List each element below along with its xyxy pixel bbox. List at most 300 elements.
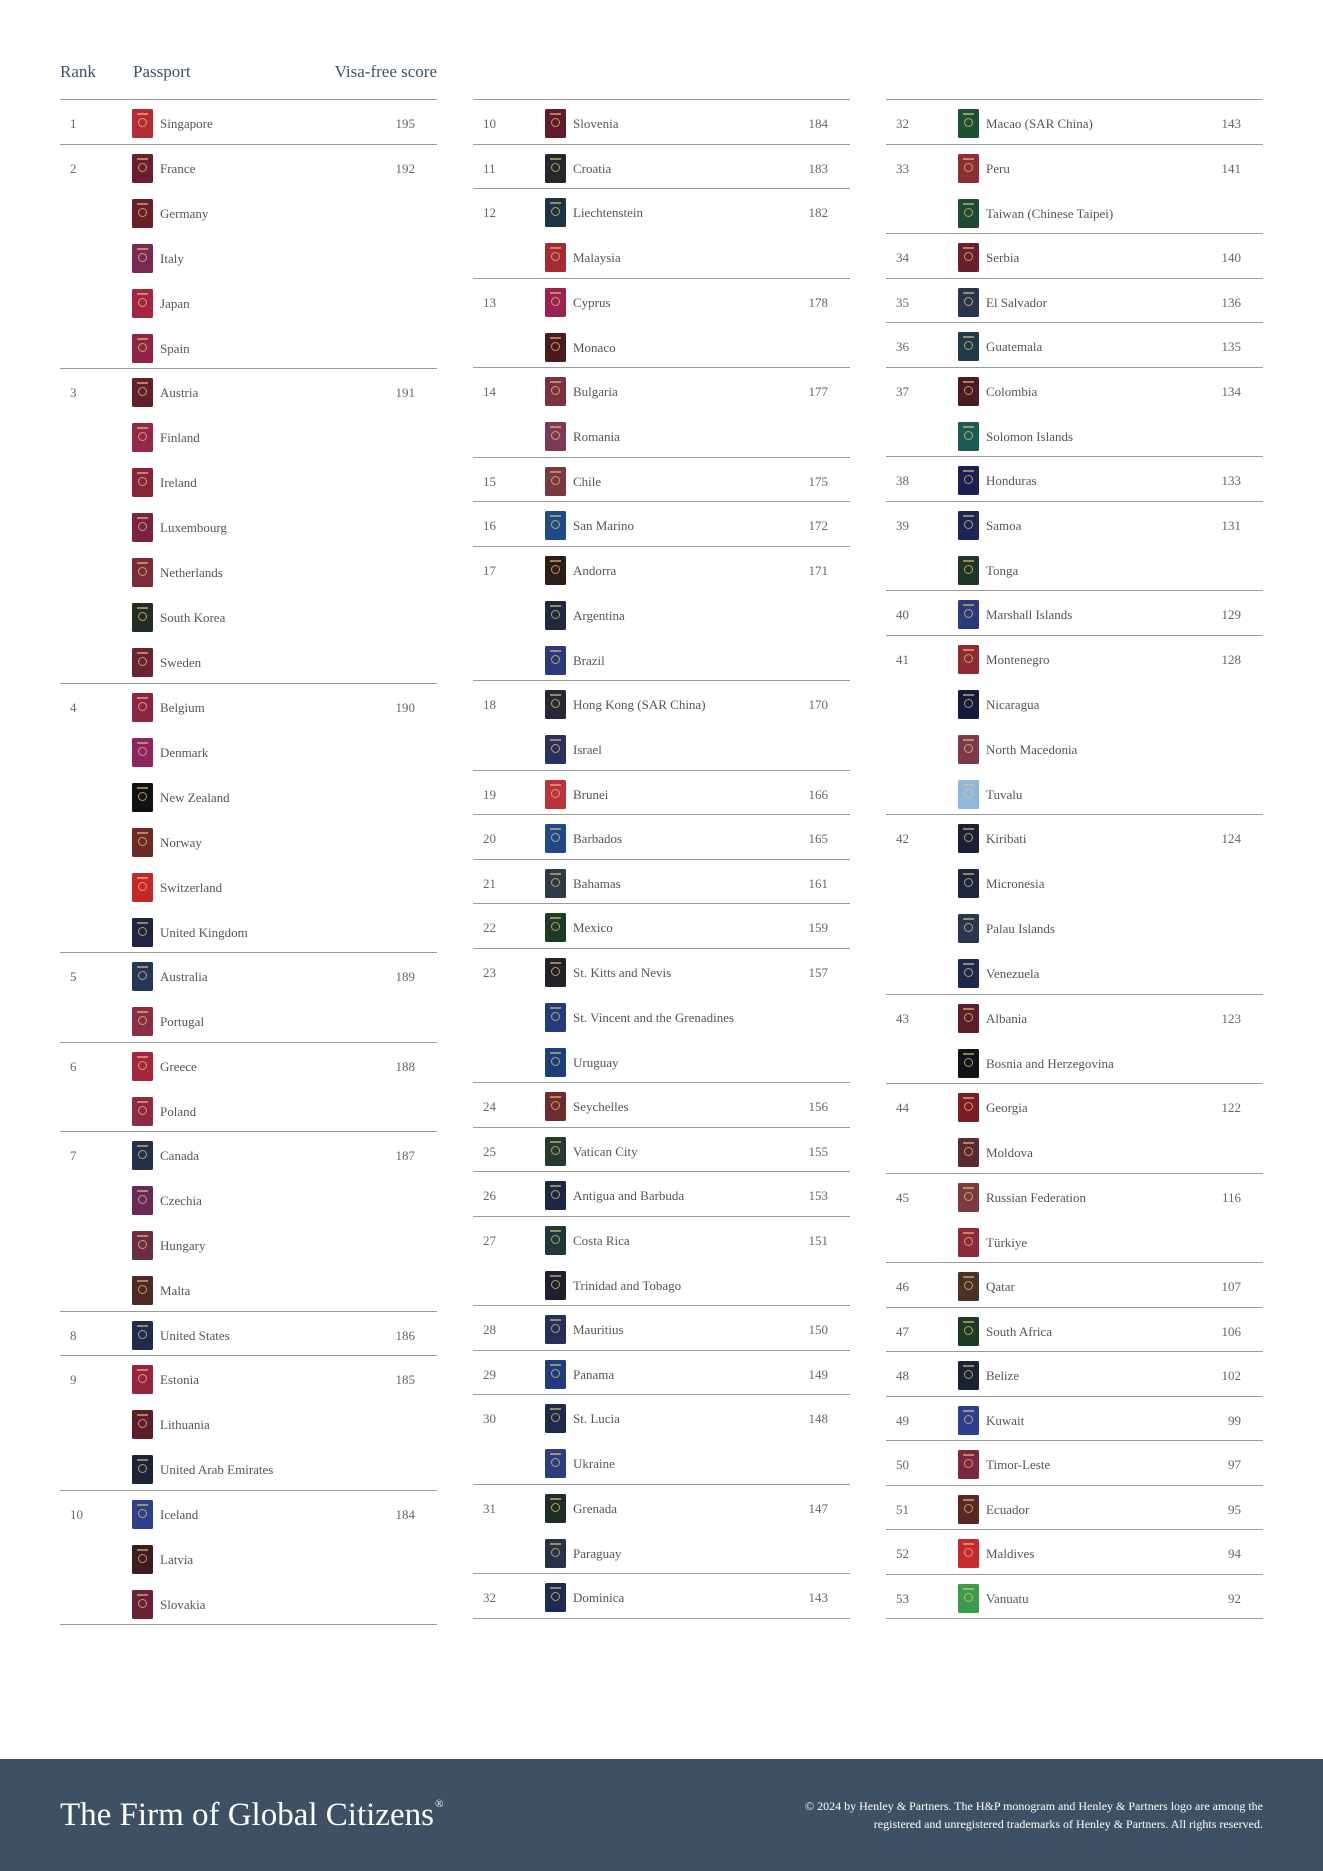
table-row: [473, 1172, 850, 1216]
passport-cover-icon: [545, 1137, 566, 1166]
visa-free-score: 143: [808, 1590, 828, 1605]
passport-cover-icon: [545, 1404, 566, 1433]
rank-group: [473, 189, 850, 279]
table-row: [60, 1401, 437, 1446]
table-row: [60, 504, 437, 549]
table-row: [886, 1129, 1263, 1173]
table-row: [60, 998, 437, 1042]
rank-number: 1: [70, 116, 77, 131]
country-name: Germany: [160, 205, 209, 221]
passport-cover-icon: [545, 154, 566, 183]
rank-group: [886, 100, 1263, 145]
table-row: [886, 591, 1263, 635]
country-name: Guatemala: [986, 339, 1043, 354]
passport-cover-icon: [958, 243, 979, 272]
rank-group: [473, 949, 850, 1084]
table-row: [473, 1217, 850, 1262]
passport-cover-icon: [132, 513, 153, 542]
table-row: [473, 637, 850, 681]
visa-free-score: 149: [808, 1366, 828, 1382]
visa-free-score: 95: [1228, 1501, 1241, 1517]
rank-number: 26: [483, 1188, 496, 1203]
country-name: Bahamas: [573, 875, 621, 891]
country-name: El Salvador: [986, 294, 1048, 310]
passport-cover-icon: [958, 869, 979, 898]
passport-cover-icon: [132, 1186, 153, 1215]
country-name: Peru: [986, 160, 1010, 176]
table-row: [60, 325, 437, 369]
country-name: Macao (SAR China): [986, 116, 1093, 131]
country-name: France: [160, 160, 196, 176]
passport-cover-icon: [545, 1494, 566, 1523]
passport-cover-icon: [545, 1181, 566, 1210]
passport-cover-icon: [545, 1449, 566, 1478]
visa-free-score: 128: [1221, 651, 1241, 667]
rank-group: [473, 681, 850, 771]
visa-free-score: 187: [395, 1148, 415, 1163]
country-name: Croatia: [573, 160, 612, 176]
table-row: [473, 324, 850, 368]
rank-group: [886, 1530, 1263, 1575]
rank-number: 34: [896, 250, 909, 265]
visa-free-score: 177: [808, 384, 828, 399]
passport-cover-icon: [958, 645, 979, 674]
passport-cover-icon: [545, 109, 566, 138]
country-name: Canada: [160, 1148, 199, 1163]
country-name: Netherlands: [160, 565, 223, 580]
rank-group: [473, 1128, 850, 1173]
passport-cover-icon: [545, 422, 566, 451]
country-name: Argentina: [573, 607, 625, 623]
passport-cover-icon: [958, 556, 979, 585]
table-row: [60, 1088, 437, 1132]
passport-cover-icon: [958, 1450, 979, 1479]
country-name: Bosnia and Herzegovina: [986, 1055, 1114, 1071]
visa-free-score: 123: [1221, 1010, 1241, 1026]
rank-group: [886, 323, 1263, 368]
visa-free-score: 129: [1221, 607, 1241, 622]
visa-free-score: 97: [1228, 1457, 1241, 1472]
table-row: [473, 279, 850, 324]
table-row: [886, 950, 1263, 994]
ranking-column-1: [60, 99, 437, 1625]
rank-group: [886, 279, 1263, 324]
rank-group: [886, 368, 1263, 458]
rank-group: [886, 1486, 1263, 1531]
passport-cover-icon: [545, 556, 566, 585]
table-row: [886, 1397, 1263, 1441]
country-name: Hong Kong (SAR China): [573, 697, 706, 712]
rank-number: 12: [483, 205, 496, 220]
country-name: Brazil: [573, 652, 605, 668]
rank-number: 14: [483, 384, 496, 399]
table-row: [886, 1263, 1263, 1307]
rank-number: 23: [483, 964, 496, 980]
passport-cover-icon: [545, 958, 566, 987]
passport-cover-icon: [132, 1321, 153, 1350]
rank-group: [60, 1491, 437, 1626]
passport-cover-icon: [132, 1231, 153, 1260]
country-name: Taiwan (Chinese Taipei): [986, 205, 1114, 221]
country-name: Sweden: [160, 655, 202, 670]
passport-cover-icon: [545, 288, 566, 317]
rank-number: 28: [483, 1322, 496, 1337]
country-name: Georgia: [986, 1100, 1028, 1115]
country-name: United States: [160, 1327, 230, 1343]
visa-free-score: 134: [1221, 383, 1241, 399]
visa-free-score: 124: [1221, 831, 1241, 846]
passport-cover-icon: [958, 288, 979, 317]
rank-number: 49: [896, 1412, 909, 1428]
table-row: [886, 1040, 1263, 1084]
rank-number: 50: [896, 1457, 909, 1472]
passport-cover-icon: [132, 109, 153, 138]
passport-cover-icon: [132, 378, 153, 407]
passport-cover-icon: [132, 1007, 153, 1036]
rank-group: [60, 100, 437, 145]
passport-cover-icon: [958, 332, 979, 361]
rank-number: 30: [483, 1411, 496, 1426]
table-row: [473, 234, 850, 278]
table-row: [886, 234, 1263, 278]
passport-cover-icon: [545, 690, 566, 719]
passport-cover-icon: [132, 244, 153, 273]
rank-number: 21: [483, 875, 496, 891]
rank-number: 43: [896, 1010, 909, 1026]
passport-cover-icon: [545, 913, 566, 942]
rank-number: 27: [483, 1232, 496, 1248]
passport-cover-icon: [545, 1360, 566, 1389]
country-name: Israel: [573, 742, 602, 757]
country-name: United Kingdom: [160, 924, 248, 940]
table-row: [473, 726, 850, 770]
country-name: Kuwait: [986, 1412, 1025, 1428]
country-name: Panama: [573, 1366, 615, 1382]
country-name: Tonga: [986, 562, 1019, 578]
passport-cover-icon: [958, 1004, 979, 1033]
rank-group: [886, 1575, 1263, 1620]
table-row: [886, 1219, 1263, 1263]
rank-number: 53: [896, 1590, 909, 1606]
rank-number: 9: [70, 1372, 77, 1387]
country-name: North Macedonia: [986, 741, 1078, 757]
rank-number: 51: [896, 1501, 909, 1517]
table-row: [473, 771, 850, 815]
country-name: San Marino: [573, 518, 635, 533]
visa-free-score: 166: [808, 786, 828, 802]
table-row: [60, 100, 437, 144]
visa-free-score: 185: [395, 1372, 415, 1387]
table-row: [60, 1536, 437, 1581]
rank-header: Rank: [60, 62, 96, 81]
country-name: Palau Islands: [986, 921, 1055, 936]
visa-free-score: 186: [395, 1327, 415, 1343]
rank-number: 32: [483, 1590, 496, 1605]
copyright-notice: [703, 1797, 1263, 1833]
table-row: [886, 323, 1263, 367]
rank-group: [60, 1312, 437, 1357]
table-row: [473, 681, 850, 726]
rank-group: [473, 1217, 850, 1307]
rank-number: 39: [896, 517, 909, 533]
country-name: Singapore: [160, 116, 213, 131]
rank-group: [473, 1351, 850, 1396]
passport-cover-icon: [958, 422, 979, 451]
visa-free-score: 192: [395, 160, 415, 176]
country-name: Honduras: [986, 473, 1037, 488]
passport-cover-icon: [545, 824, 566, 853]
visa-free-score: 143: [1221, 116, 1241, 131]
passport-cover-icon: [958, 1049, 979, 1078]
passport-cover-icon: [132, 783, 153, 812]
country-name: Solomon Islands: [986, 428, 1074, 444]
visa-free-score: 148: [808, 1411, 828, 1426]
visa-free-score: 133: [1221, 473, 1241, 488]
rank-number: 11: [483, 160, 496, 176]
table-row: [886, 815, 1263, 860]
table-row: [473, 413, 850, 457]
visa-free-score: 147: [808, 1500, 828, 1516]
passport-cover-icon: [545, 601, 566, 630]
visa-free-score: 183: [808, 160, 828, 176]
country-name: South Africa: [986, 1323, 1053, 1339]
visa-free-score: 172: [808, 518, 828, 533]
country-name: Estonia: [160, 1372, 199, 1387]
passport-cover-icon: [958, 735, 979, 764]
rank-group: [473, 1485, 850, 1575]
table-row: [886, 681, 1263, 726]
rank-group: [60, 145, 437, 370]
table-row: [473, 1083, 850, 1127]
rank-number: 10: [70, 1506, 83, 1522]
brand-tagline: [60, 1797, 443, 1834]
rank-group: [60, 369, 437, 684]
rank-group: [473, 458, 850, 503]
country-name: Micronesia: [986, 876, 1045, 891]
passport-cover-icon: [545, 467, 566, 496]
table-row: [60, 1267, 437, 1311]
country-name: Mexico: [573, 920, 613, 935]
passport-cover-icon: [958, 154, 979, 183]
rank-group: [473, 368, 850, 458]
passport-cover-icon: [132, 1052, 153, 1081]
visa-free-score: 150: [808, 1322, 828, 1337]
visa-free-score: 155: [808, 1143, 828, 1159]
country-name: Montenegro: [986, 651, 1050, 667]
visa-free-score: 171: [808, 562, 828, 578]
passport-cover-icon: [132, 918, 153, 947]
rank-number: 37: [896, 383, 909, 399]
rank-group: [60, 684, 437, 954]
country-name: Ecuador: [986, 1501, 1030, 1517]
visa-free-score: 135: [1221, 339, 1241, 354]
passport-cover-icon: [958, 511, 979, 540]
table-row: [886, 1084, 1263, 1129]
table-row: [60, 639, 437, 683]
passport-cover-icon: [958, 959, 979, 988]
rank-group: [60, 1356, 437, 1491]
table-row: [473, 1395, 850, 1440]
score-header: Visa-free score: [334, 62, 437, 81]
visa-free-score: 122: [1221, 1100, 1241, 1115]
country-name: Russian Federation: [986, 1189, 1087, 1205]
passport-cover-icon: [132, 1410, 153, 1439]
visa-free-score: 182: [808, 205, 828, 220]
passport-cover-icon: [132, 962, 153, 991]
country-name: Ireland: [160, 475, 197, 490]
rank-number: 33: [896, 160, 909, 176]
rank-group: [886, 1308, 1263, 1353]
rank-group: [60, 1043, 437, 1133]
table-row: [473, 1306, 850, 1350]
passport-cover-icon: [958, 1317, 979, 1346]
table-row: [60, 1446, 437, 1490]
country-name: Monaco: [573, 339, 616, 355]
passport-cover-icon: [958, 1093, 979, 1122]
country-name: St. Vincent and the Grenadines: [573, 1009, 735, 1025]
table-row: [60, 1581, 437, 1625]
table-row: [60, 819, 437, 864]
rank-number: 35: [896, 294, 909, 310]
table-row: [60, 909, 437, 953]
rank-number: 42: [896, 831, 909, 846]
rank-group: [473, 279, 850, 369]
passport-cover-icon: [958, 1228, 979, 1257]
ranking-column-3: [886, 99, 1263, 1619]
country-name: New Zealand: [160, 789, 230, 805]
table-row: [886, 1486, 1263, 1530]
rank-number: 8: [70, 1327, 77, 1343]
rank-number: 48: [896, 1368, 909, 1383]
passport-cover-icon: [132, 289, 153, 318]
rank-number: 25: [483, 1143, 496, 1159]
country-name: Belgium: [160, 699, 205, 715]
table-row: [60, 280, 437, 325]
rank-group: [886, 1441, 1263, 1486]
country-name: Czechia: [160, 1193, 202, 1208]
rank-number: 13: [483, 294, 496, 310]
table-row: [60, 1222, 437, 1267]
passport-cover-icon: [545, 1003, 566, 1032]
passport-cover-icon: [132, 1365, 153, 1394]
country-name: Malta: [160, 1283, 191, 1298]
passport-cover-icon: [958, 1584, 979, 1613]
country-name: Ukraine: [573, 1456, 615, 1471]
visa-free-score: 189: [395, 969, 415, 984]
country-name: Costa Rica: [573, 1232, 630, 1248]
table-row: [473, 1351, 850, 1395]
table-row: [60, 594, 437, 639]
country-name: Denmark: [160, 744, 209, 760]
passport-header: Passport: [133, 62, 191, 81]
table-row: [60, 459, 437, 504]
country-name: Chile: [573, 473, 602, 489]
country-name: St. Lucia: [573, 1411, 620, 1426]
passport-cover-icon: [132, 199, 153, 228]
table-row: [886, 1352, 1263, 1396]
table-row: [473, 100, 850, 144]
passport-cover-icon: [958, 1406, 979, 1435]
table-row: [60, 1043, 437, 1088]
rank-number: 41: [896, 651, 909, 667]
table-row: [473, 994, 850, 1039]
table-row: [886, 145, 1263, 190]
country-name: Vatican City: [573, 1143, 638, 1159]
footer-band: [0, 1759, 1323, 1871]
rank-number: 45: [896, 1189, 909, 1205]
country-name: Slovakia: [160, 1596, 206, 1612]
country-name: Trinidad and Tobago: [573, 1277, 682, 1293]
passport-cover-icon: [958, 1183, 979, 1212]
passport-cover-icon: [545, 333, 566, 362]
country-name: Japan: [160, 295, 190, 311]
passport-cover-icon: [545, 1539, 566, 1568]
table-row: [886, 413, 1263, 457]
passport-cover-icon: [958, 914, 979, 943]
passport-cover-icon: [545, 1048, 566, 1077]
table-header: [60, 62, 437, 84]
table-row: [886, 502, 1263, 547]
rank-number: 32: [896, 116, 909, 131]
visa-free-score: 141: [1221, 160, 1241, 176]
rank-number: 46: [896, 1279, 909, 1294]
passport-cover-icon: [132, 1276, 153, 1305]
table-row: [473, 502, 850, 546]
country-name: Moldova: [986, 1145, 1033, 1160]
table-row: [473, 145, 850, 189]
visa-free-score: 151: [808, 1232, 828, 1248]
rank-group: [886, 591, 1263, 636]
rank-number: 4: [70, 699, 77, 715]
passport-cover-icon: [958, 1361, 979, 1390]
table-row: [60, 1312, 437, 1356]
country-name: Brunei: [573, 786, 609, 802]
passport-cover-icon: [545, 1315, 566, 1344]
rank-group: [473, 502, 850, 547]
rank-group: [886, 234, 1263, 279]
country-name: Türkiye: [986, 1234, 1028, 1250]
table-row: [473, 592, 850, 637]
rank-number: 22: [483, 920, 496, 935]
rank-group: [473, 904, 850, 949]
brand-text: The Firm of Global Citizens: [60, 1797, 434, 1833]
rank-number: 16: [483, 518, 496, 533]
passport-cover-icon: [545, 198, 566, 227]
table-row: [60, 1356, 437, 1401]
country-name: Venezuela: [986, 966, 1040, 981]
passport-cover-icon: [545, 1226, 566, 1255]
visa-free-score: 136: [1221, 294, 1241, 310]
rank-number: 38: [896, 473, 909, 488]
rank-group: [473, 860, 850, 905]
table-row: [60, 1132, 437, 1177]
country-name: Spain: [160, 340, 190, 356]
country-name: Bulgaria: [573, 384, 618, 399]
table-row: [473, 1574, 850, 1618]
visa-free-score: 195: [395, 116, 415, 131]
passport-cover-icon: [958, 109, 979, 138]
passport-cover-icon: [545, 1092, 566, 1121]
table-row: [886, 457, 1263, 501]
table-row: [473, 1485, 850, 1530]
visa-free-score: 175: [808, 473, 828, 489]
rank-group: [473, 547, 850, 682]
table-row: [60, 549, 437, 594]
country-name: Samoa: [986, 517, 1022, 533]
passport-cover-icon: [958, 600, 979, 629]
country-name: Vanuatu: [986, 1590, 1029, 1606]
country-name: Norway: [160, 834, 202, 850]
